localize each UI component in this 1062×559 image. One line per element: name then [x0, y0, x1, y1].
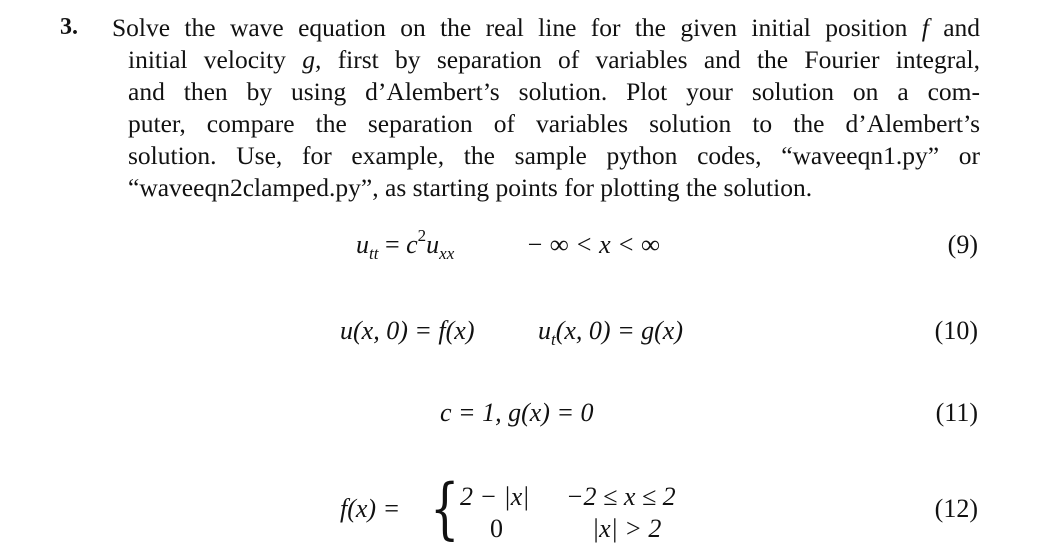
eq10-sub: t	[551, 330, 556, 349]
var-g: g,	[302, 45, 322, 74]
statement-line-3	[112, 76, 980, 108]
equation-10-initial-position: u(x, 0) = f(x)	[340, 316, 475, 345]
statement-text-2a: initial velocity	[128, 45, 286, 74]
statement-text-2b: first by separation of variables and the Fourier integral,	[337, 45, 981, 74]
var-f: f	[921, 13, 929, 42]
statement-line-1	[112, 12, 980, 44]
word-and: and	[943, 13, 981, 42]
eq9-lhs-u: u	[356, 230, 369, 259]
equation-9-body	[356, 226, 455, 263]
case-2-expression: 0	[490, 514, 503, 543]
equation-10-number: (10)	[934, 316, 978, 345]
equation-11-number: (11)	[935, 398, 978, 427]
eq10-u: u	[538, 316, 551, 345]
eq9-equals: =	[378, 230, 407, 259]
problem-statement	[112, 12, 980, 204]
equation-9-number: (9)	[947, 230, 978, 259]
left-brace: {	[430, 470, 460, 547]
statement-line-5	[112, 140, 980, 172]
equation-12-number: (12)	[934, 494, 978, 523]
statement-text-3: and then by using d’Alembert’s solution. Plot your solution on a com-	[128, 77, 980, 106]
case-1-condition: −2 ≤ x ≤ 2	[566, 482, 676, 511]
eq9-lhs-sub: tt	[369, 244, 379, 263]
problem-number: 3.	[60, 14, 78, 40]
case-2-condition: |x| > 2	[592, 514, 662, 543]
statement-text-5: solution. Use, for example, the sample python codes, “waveeqn1.py” or	[128, 141, 980, 170]
statement-line-6	[112, 172, 980, 204]
eq9-sup: 2	[417, 226, 427, 245]
statement-text-4: puter, compare the separation of variables solution to the d’Alembert’s	[128, 109, 980, 138]
equation-12-lhs: f(x) =	[340, 494, 401, 523]
equation-10-initial-velocity	[538, 316, 683, 349]
case-1-expression: 2 − |x|	[460, 482, 530, 511]
statement-text-6: “waveeqn2clamped.py”, as starting points for plotting the solution.	[128, 173, 813, 202]
eq10-rest: (x, 0) = g(x)	[555, 316, 683, 345]
statement-line-4	[112, 108, 980, 140]
eq9-c: c	[406, 230, 418, 259]
eq9-u: u	[426, 230, 440, 259]
statement-text-1: Solve the wave equation on the real line for the given initial position	[112, 13, 908, 42]
eq9-sub: xx	[439, 244, 455, 263]
equation-9-domain: − ∞ < x < ∞	[526, 230, 660, 259]
equation-11-body: c = 1, g(x) = 0	[440, 398, 594, 427]
statement-line-2	[112, 44, 980, 76]
